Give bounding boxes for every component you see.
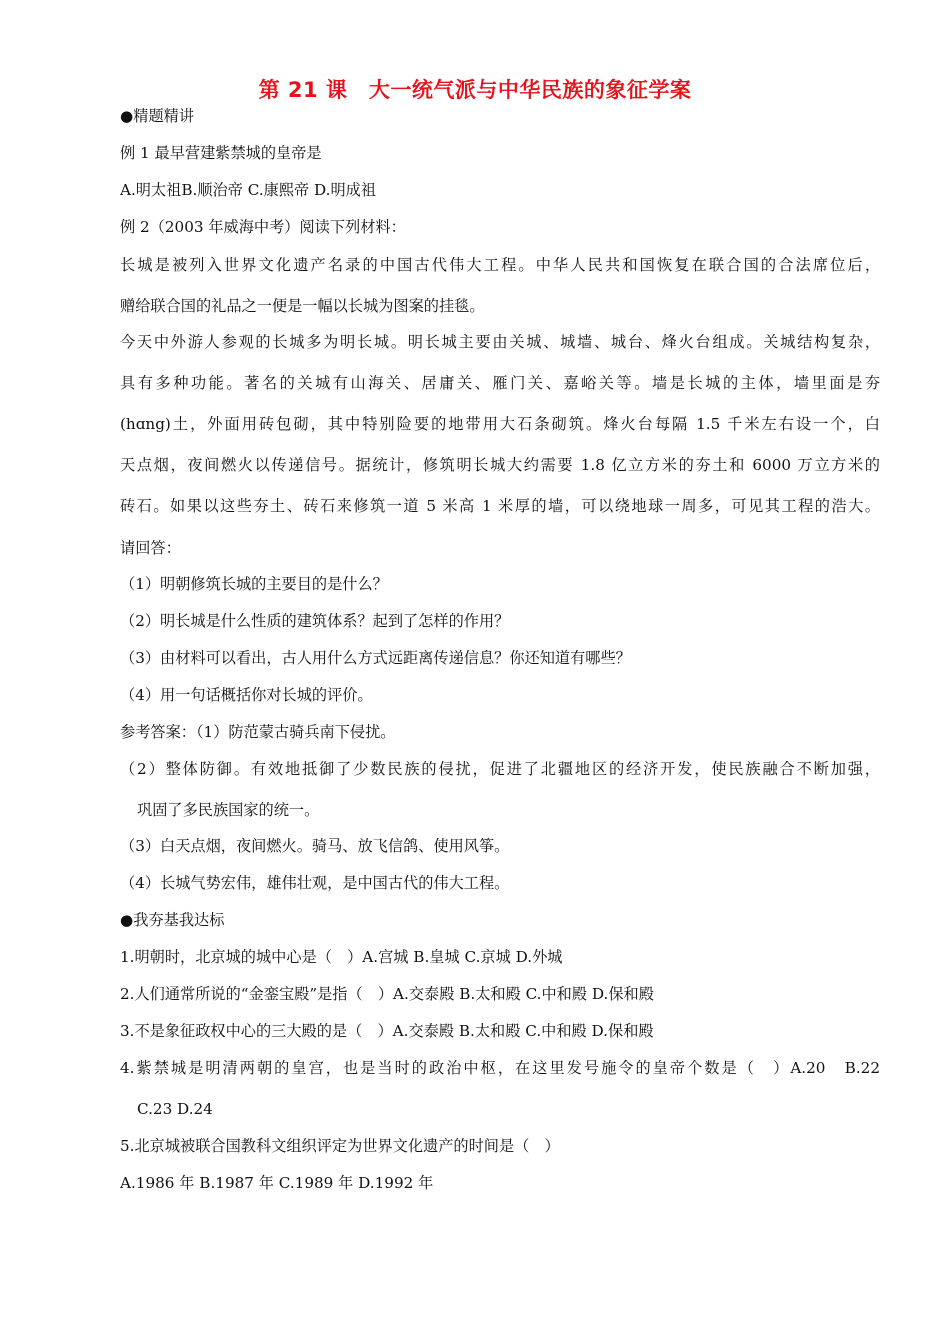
exercise-item: 1.明朝时，北京城的城中心是（ ）A.宫城 B.皇城 C.京城 D.外城 <box>120 948 563 966</box>
reference-answer: 参考答案：（1）防范蒙古骑兵南下侵扰。 <box>120 723 396 741</box>
exercise-item: 2.人们通常所说的“金銮宝殿”是指（ ）A.交泰殿 B.太和殿 C.中和殿 D.保和殿 <box>120 985 654 1003</box>
section-heading-key-examples: ●精题精讲 <box>120 107 195 125</box>
material-paragraph-2-line: (hɑng)土，外面用砖包砌，其中特别险要的地带用大石条砌筑。烽火台每隔 1.5 千米左右设一个，白 <box>120 415 880 433</box>
question-item: （4）用一句话概括你对长城的评价。 <box>120 686 373 704</box>
example-1-options: A.明太祖B.顺治帝 C.康熙帝 D.明成祖 <box>120 181 377 199</box>
reference-answer: （4）长城气势宏伟，雄伟壮观，是中国古代的伟大工程。 <box>120 874 510 892</box>
question-item: （1）明朝修筑长城的主要目的是什么？ <box>120 575 388 593</box>
reference-answer: （3）白天点烟，夜间燃火。骑马、放飞信鸽、使用风筝。 <box>120 837 510 855</box>
exercise-item: 3.不是象征政权中心的三大殿的是（ ）A.交泰殿 B.太和殿 C.中和殿 D.保和殿 <box>120 1022 654 1040</box>
question-item: （2）明长城是什么性质的建筑体系？起到了怎样的作用？ <box>120 612 510 630</box>
material-paragraph-1-line: 赠给联合国的礼品之一便是一幅以长城为图案的挂毯。 <box>120 297 485 315</box>
material-paragraph-2-line: 具有多种功能。著名的关城有山海关、居庸关、雁门关、嘉峪关等。墙是长城的主体，墙里面是夯 <box>120 374 880 392</box>
example-1-question: 例 1 最早营建紫禁城的皇帝是 <box>120 144 322 162</box>
example-2-intro: 例 2（2003 年威海中考）阅读下列材料： <box>120 218 406 236</box>
material-paragraph-1-line: 长城是被列入世界文化遗产名录的中国古代伟大工程。中华人民共和国恢复在联合国的合法席位后， <box>120 256 880 274</box>
material-paragraph-2-line: 天点烟，夜间燃火以传递信号。据统计，修筑明长城大约需要 1.8 亿立方米的夯土和 6000 万立方米的 <box>120 456 880 474</box>
reference-answer: （2）整体防御。有效地抵御了少数民族的侵扰，促进了北疆地区的经济开发，使民族融合不断加强， <box>120 760 880 778</box>
material-paragraph-2-line: 砖石。如果以这些夯土、砖石来修筑一道 5 米高 1 米厚的墙，可以绕地球一周多，可见其工程的浩大。 <box>120 497 880 515</box>
exercise-options: A.1986 年 B.1987 年 C.1989 年 D.1992 年 <box>120 1174 434 1192</box>
material-paragraph-2-line: 今天中外游人参观的长城多为明长城。明长城主要由关城、城墙、城台、烽火台组成。关城结构复杂， <box>120 333 880 351</box>
section-heading-basic-practice: ●我夯基我达标 <box>120 911 225 929</box>
reference-answer: 巩固了多民族国家的统一。 <box>137 801 320 819</box>
exercise-item: 5.北京城被联合国教科文组织评定为世界文化遗产的时间是（ ） <box>120 1137 560 1155</box>
lesson-title: 第 21 课 大一统气派与中华民族的象征学案 <box>258 78 692 102</box>
exercise-item-continued: C.23 D.24 <box>137 1100 213 1118</box>
question-item: （3）由材料可以看出，古人用什么方式远距离传递信息？你还知道有哪些？ <box>120 649 631 667</box>
answer-prompt: 请回答： <box>120 539 181 557</box>
exercise-item: 4.紫禁城是明清两朝的皇宫，也是当时的政治中枢，在这里发号施令的皇帝个数是（ ）A.20 B.22 <box>120 1059 880 1077</box>
